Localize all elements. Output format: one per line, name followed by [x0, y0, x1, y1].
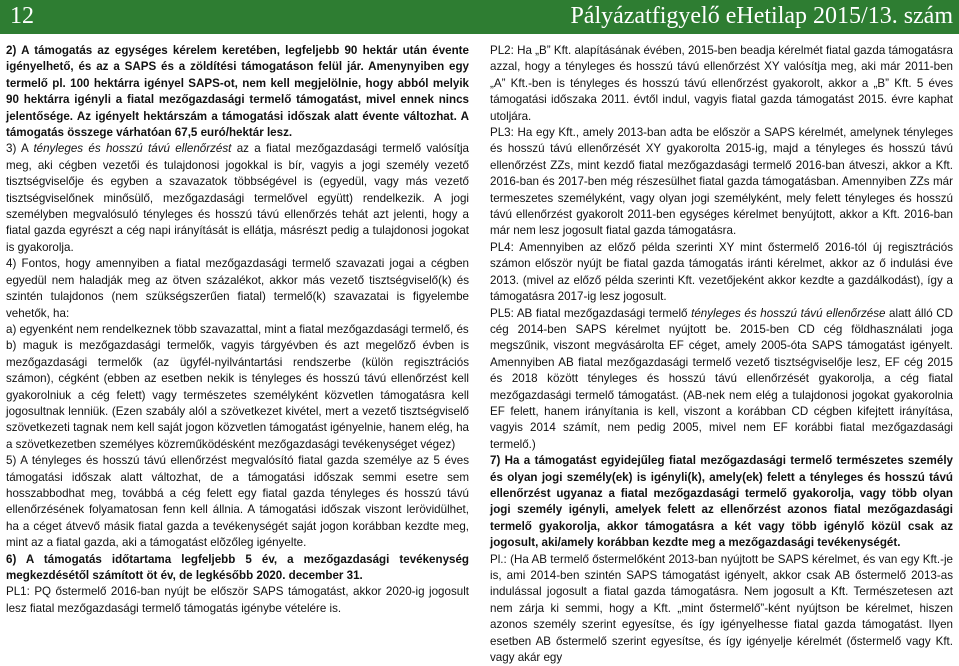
example-pl3: PL3: Ha egy Kft., amely 2013-ban adta be először a SAPS kérelmét, amelynek tényleges és hosszú távú ellenőrzését XY gyakorolta 2015-ig, majd a tényleges és hosszú távú ellenőrzést ZZs, mint kezdő fiatal mezőgazdasági termelő 2016-ban átveszi, akkor a Kft. 2016-ban és 2017-ben még részesülhet fiatal gazda támogatásban. Amennyiben ZZs már termeszetes személyként, vagy olyan jogi személyként, mely felett tényleges és hosszú távú ellenőrzést gyakorolt 2011-ben egységes kérelmet benyújtott, akkor a Kft. 2016-ban már nem lesz jogosult fiatal gazda támogatásra. [490, 126, 953, 238]
paragraph-7: 7) Ha a támogatást egyidejűleg fiatal mezőgazdasági termelő természetes személy és olyan jogi személy(ek) is igényli(k), amely(ek) felett a tényleges és hosszú távú ellenőrzést ugyanaz a fiatal mezőgazdasági termelő gyakorolja, vagy több olyan jogi személy igényli, amelyek felett az ellenőrzést azonos fiatal mezőgazdasági termelő gyakorolja, akkor támogatásra a két vagy több igénylő közül csak az jogosult, aki/amely korábban kezdte meg a mezőgazdasági tevékenységét. [490, 454, 953, 550]
paragraph-3-rest: az a fiatal mezőgazdasági termelő valósítja meg, aki cégben vezetői és tulajdonosi jogokkal is bír, vagyis a jogi személy vezető tisztségviselője és egyben a szavazatok többségével is (egyedül, vagy más vezető tisztségviselőnek minősülő, mezőgazdasági termelővel együtt) rendelkezik. A jogi személyben megvalósuló tényleges és hosszú távú ellenőrzés tehát azt jelenti, hogy a fiatal gazda egyrészt a cég napi irányítását is ellátja, másrészt pedig a tulajdonosi jogokat is gyakorolja. [6, 142, 469, 254]
page-number: 12 [10, 3, 34, 29]
example-pl1: PL1: PQ őstermelő 2016-ban nyújt be először SAPS támogatást, akkor 2020-ig jogosult lesz fiatal mezőgazdasági termelő támogatás igénybe vételére is. [6, 585, 469, 615]
example-pl2: PL2: Ha „B” Kft. alapításának évében, 2015-ben beadja kérelmét fiatal gazda támogatásra azzal, hogy a tényleges és hosszú távú ellenőrzést XY valósítja meg, aki már 2011-ben „A” Kft.-ben is tényleges és hosszú távú ellenőrzést gyakorolt, akkor a „B” Kft. 5 éves támogatási időszaka 2011. évtől indul, vagyis fiatal gazda támogatást 2015. évre kaphat utoljára. [490, 44, 953, 123]
example-pl5-italic: tényleges és hosszú távú ellenőrzése [691, 306, 886, 320]
paragraph-4a: a) egyenként nem rendelkeznek több szavazattal, mint a fiatal mezőgazdasági termelő, és [6, 322, 469, 336]
example-pl5-lead: PL5: AB fiatal mezőgazdasági termelő [490, 306, 692, 320]
left-column [6, 43, 469, 617]
page-header [0, 0, 959, 34]
example-pl5-rest: alatt álló CD cég 2014-ben SAPS kérelmet nyújtott be. 2015-ben CD cég földhasználati joga megszűnik, viszont megvásárolta EF céget, amely 2005-óta SAPS támogatást igényelt. Amennyiben AB fiatal mezőgazdasági termelő vezető tisztségviselője lesz, EF cég 2015 és 2018 között tényleges és hosszú távú ellenőrzését gyakorolja, a cég fiatal mezőgazdasági termelő támogatást. (AB-nek nem elég a tulajdonosi jogokat gyakorolnia EF felett, hanem irányítania is kell, viszont a korábban CD cégben kifejtett irányítása, vagyis 2014 számít, nem pedig 2005, mivel nem EF korábbi fiatal mezőgazdasági termelő.) [490, 306, 954, 451]
paragraph-6: 6) A támogatás időtartama legfeljebb 5 év, a mezőgazdasági tevékenység megkezdésétől számított öt év, de legkésőbb 2020. december 31. [6, 552, 469, 582]
paragraph-5: 5) A tényleges és hosszú távú ellenőrzést megvalósító fiatal gazda személye az 5 éves támogatási időszak alatt változhat, de a támogatási időszak semmi esetre sem hosszabbodhat meg, továbbá a cég felett egy fiatal gazda tényleges és hosszú távú ellenőrzésének folyamatosan fenn kell állnia. A támogatási időszak viszont lerövidülhet, ha a céget átvevő másik fiatal gazda a tevékenységét saját jogon korábban kezdte meg, mint az a fiatal gazda, aki a támogatást elõzőleg igényelte. [6, 454, 469, 550]
example-pl4: PL4: Amennyiben az előző példa szerinti XY mint őstermelő 2016-tól új regisztrációs számon először nyújt be fiatal gazda támogatás iránti kérelmet, akkor az ő indulási éve 2013. (mivel az előző példa szerinti Kft. vezetőjeként akkor kezdte a gazdálkodást), így a támogatásra 2017-ig lesz jogosult. [490, 240, 953, 304]
paragraph-2: 2) A támogatás az egységes kérelem keretében, legfeljebb 90 hektár után évente igényelhető, és az a SAPS és a zöldítési támogatáson felül jár. Amenynyiben egy termelő pl. 100 hektárra igényel SAPS-ot, nem kell megjelölnie, hogy abból melyik 90 hektárra igényli a fiatal mezőgazdasági termelő támogatást, mivel ennek nincs jelentősége. Az igényelt hektárszám a támogatási időszak alatt évente változhat. A támogatás összege várhatóan 67,5 euró/hektár lesz. [6, 44, 469, 140]
example-last: Pl.: (Ha AB termelő őstermelőként 2013-ban nyújtott be SAPS kérelmet, és van egy Kft.-je is, ami 2014-ben szintén SAPS támogatást igényelt, akkor csak AB őstermelő 2013-as indulással jogosult a fiatal gazda támogatásra. Nem jogosult a Kft. Természetesen azt nem zárja ki semmi, hogy a Kft. „mint őstermelő”-ként nyújtson be kérelmet, hiszen azonos személy szerint egyesítse, és így igényelhesse fiatal gazda támogatást. Ilyen esetben AB őstermelő szerint egyesítse, és így igényelje kérelmét (őstermelő vagy Kft. vagy akár egy [490, 552, 953, 665]
paragraph-3 [6, 141, 469, 256]
example-pl5 [490, 306, 953, 454]
paragraph-3-italic: tényleges és hosszú távú ellenőrzést [33, 142, 232, 156]
paragraph-4b: b) maguk is mezőgazdasági termelők, vagyis tárgyévben és azt megelőző évben is mezőgazdasági termelők (az ügyfél-nyilvántartási rendszerbe (külön regisztrációs számon), cégként (ebben az esetben nekik is tényleges és hosszú távú ellenőrzést kell gyakorolniuk a cég felett) vagy természetes személyként közvetlen támogatásra kell jogosultnak lenniük. (Ezen szabály alól a szövetkezet kivétel, mert a vezető tisztségviselő szövetkezeti tagnak nem kell saját jogon közvetlen támogatást igényelnie, hanem elég, ha a szövetkezetben személyes közreműködésként mezőgazdasági tevékenységet végez) [6, 339, 469, 451]
paragraph-3-lead: 3) A [6, 142, 34, 156]
publication-title: Pályázatfigyelő eHetilap 2015/13. szám [570, 3, 953, 29]
paragraph-4: 4) Fontos, hogy amennyiben a fiatal mezőgazdasági termelő szavazati jogai a cégben egyedül nem haladják meg az ötven százalékot, akkor más vezető tisztségviselő(k) és szintén tulajdonos (nem szükségszerűen fiatal) termelő(k) szavazatai is figyelembe vehetők, ha: [6, 257, 469, 320]
right-column [490, 43, 953, 666]
